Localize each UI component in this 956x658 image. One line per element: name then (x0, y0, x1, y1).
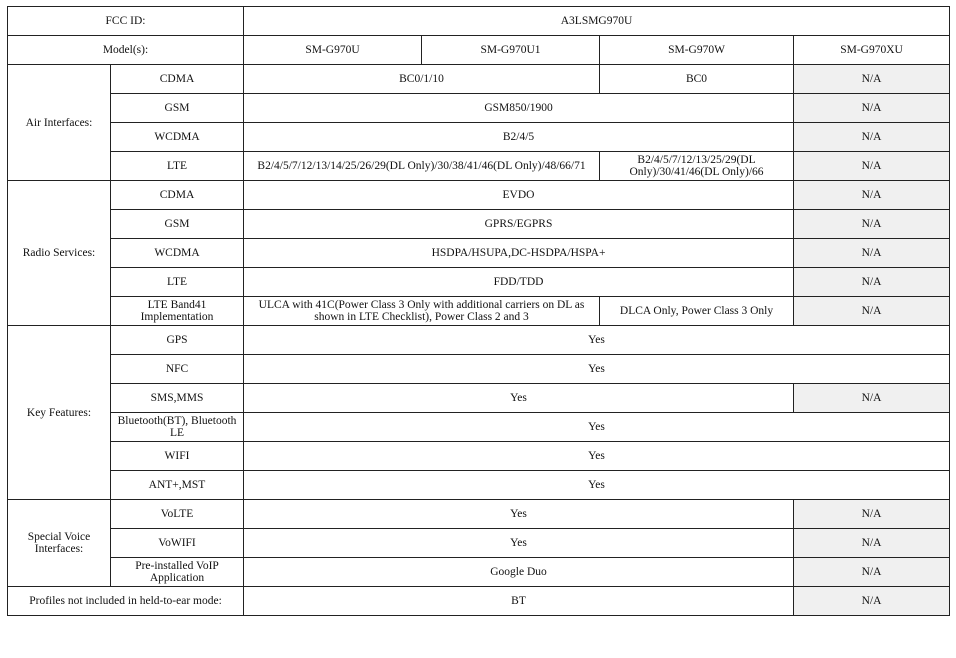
key-ant-value: Yes (244, 471, 950, 500)
radio-gsm-label: GSM (111, 210, 244, 239)
air-lte-label: LTE (111, 152, 244, 181)
radio-band41-row (8, 297, 950, 326)
radio-cdma-row (8, 181, 950, 210)
air-gsm-label: GSM (111, 94, 244, 123)
voice-vowifi-value-xu: N/A (794, 529, 950, 558)
voice-voip-label: Pre-installed VoIP Application (111, 558, 244, 587)
key-gps-label: GPS (111, 326, 244, 355)
key-features-group: Key Features: (8, 326, 111, 500)
air-cdma-value-u: BC0/1/10 (244, 65, 600, 94)
model-sm-g970u1: SM-G970U1 (422, 36, 600, 65)
key-sms-value: Yes (244, 384, 794, 413)
radio-wcdma-value: HSDPA/HSUPA,DC-HSDPA/HSPA+ (244, 239, 794, 268)
air-lte-value-u: B2/4/5/7/12/13/14/25/26/29(DL Only)/30/38/41/46(DL Only)/48/66/71 (244, 152, 600, 181)
voice-voip-value: Google Duo (244, 558, 794, 587)
special-voice-group: Special Voice Interfaces: (8, 500, 111, 587)
key-gps-row (8, 326, 950, 355)
profiles-row (8, 587, 950, 616)
air-cdma-label: CDMA (111, 65, 244, 94)
radio-gsm-value: GPRS/EGPRS (244, 210, 794, 239)
key-nfc-label: NFC (111, 355, 244, 384)
radio-lte-label: LTE (111, 268, 244, 297)
radio-gsm-row (8, 210, 950, 239)
key-sms-label: SMS,MMS (111, 384, 244, 413)
radio-band41-value-w: DLCA Only, Power Class 3 Only (600, 297, 794, 326)
key-bt-label: Bluetooth(BT), Bluetooth LE (111, 413, 244, 442)
air-wcdma-row (8, 123, 950, 152)
voice-volte-value: Yes (244, 500, 794, 529)
model-sm-g970w: SM-G970W (600, 36, 794, 65)
voice-vowifi-label: VoWIFI (111, 529, 244, 558)
radio-band41-value-u: ULCA with 41C(Power Class 3 Only with additional carriers on DL as shown in LTE Checklist), Power Class 2 and 3 (244, 297, 600, 326)
key-wifi-value: Yes (244, 442, 950, 471)
key-sms-value-xu: N/A (794, 384, 950, 413)
fcc-spec-table (7, 6, 950, 616)
key-bt-value: Yes (244, 413, 950, 442)
key-bt-row (8, 413, 950, 442)
key-ant-row (8, 471, 950, 500)
radio-services-group: Radio Services: (8, 181, 111, 326)
voice-volte-row (8, 500, 950, 529)
voice-voip-row (8, 558, 950, 587)
air-gsm-row (8, 94, 950, 123)
key-wifi-row (8, 442, 950, 471)
key-sms-row (8, 384, 950, 413)
radio-band41-value-xu: N/A (794, 297, 950, 326)
radio-cdma-value-xu: N/A (794, 181, 950, 210)
models-row (8, 36, 950, 65)
profiles-value: BT (244, 587, 794, 616)
key-nfc-row (8, 355, 950, 384)
model-sm-g970xu: SM-G970XU (794, 36, 950, 65)
key-nfc-value: Yes (244, 355, 950, 384)
air-cdma-value-w: BC0 (600, 65, 794, 94)
radio-wcdma-label: WCDMA (111, 239, 244, 268)
fcc-id-label: FCC ID: (8, 7, 244, 36)
air-interfaces-group: Air Interfaces: (8, 65, 111, 181)
radio-cdma-value: EVDO (244, 181, 794, 210)
air-gsm-value: GSM850/1900 (244, 94, 794, 123)
profiles-label: Profiles not included in held-to-ear mode: (8, 587, 244, 616)
air-wcdma-value-xu: N/A (794, 123, 950, 152)
air-lte-value-xu: N/A (794, 152, 950, 181)
air-cdma-row (8, 65, 950, 94)
air-wcdma-value: B2/4/5 (244, 123, 794, 152)
radio-lte-value: FDD/TDD (244, 268, 794, 297)
key-ant-label: ANT+,MST (111, 471, 244, 500)
voice-voip-value-xu: N/A (794, 558, 950, 587)
radio-lte-row (8, 268, 950, 297)
voice-volte-value-xu: N/A (794, 500, 950, 529)
radio-lte-value-xu: N/A (794, 268, 950, 297)
fcc-id-value: A3LSMG970U (244, 7, 950, 36)
models-label: Model(s): (8, 36, 244, 65)
key-gps-value: Yes (244, 326, 950, 355)
radio-band41-label: LTE Band41 Implementation (111, 297, 244, 326)
air-lte-row (8, 152, 950, 181)
air-wcdma-label: WCDMA (111, 123, 244, 152)
profiles-value-xu: N/A (794, 587, 950, 616)
radio-wcdma-row (8, 239, 950, 268)
radio-wcdma-value-xu: N/A (794, 239, 950, 268)
voice-vowifi-value: Yes (244, 529, 794, 558)
air-cdma-value-xu: N/A (794, 65, 950, 94)
voice-volte-label: VoLTE (111, 500, 244, 529)
fcc-id-row (8, 7, 950, 36)
air-gsm-value-xu: N/A (794, 94, 950, 123)
key-wifi-label: WIFI (111, 442, 244, 471)
voice-vowifi-row (8, 529, 950, 558)
radio-gsm-value-xu: N/A (794, 210, 950, 239)
model-sm-g970u: SM-G970U (244, 36, 422, 65)
air-lte-value-w: B2/4/5/7/12/13/25/29(DL Only)/30/41/46(DL Only)/66 (600, 152, 794, 181)
radio-cdma-label: CDMA (111, 181, 244, 210)
